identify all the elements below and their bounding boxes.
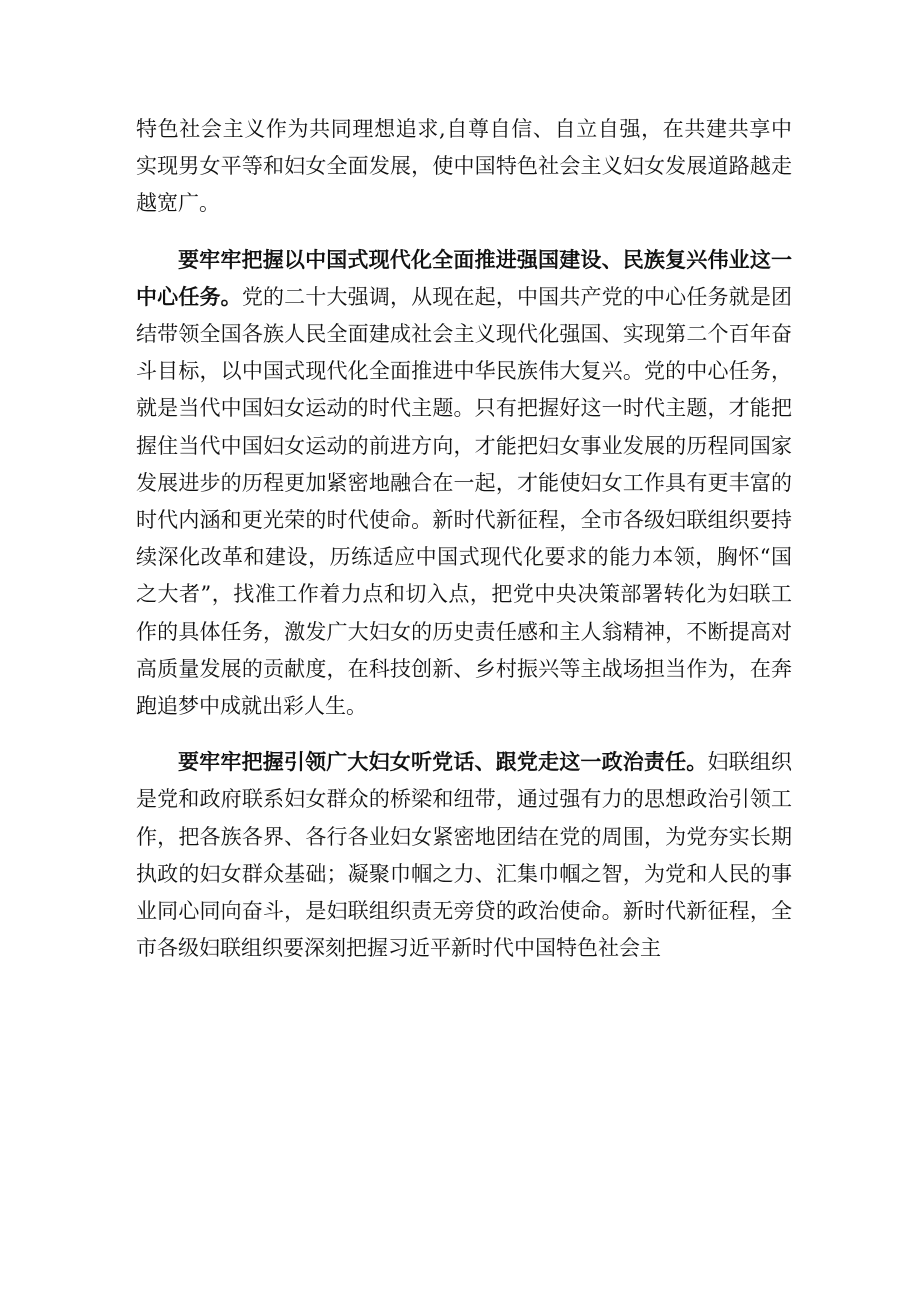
paragraph-3-lead: 要牢牢把握引领广大妇女听党话、跟党走这一政治责任。 bbox=[178, 750, 708, 775]
document-body bbox=[136, 111, 792, 986]
paragraph-1 bbox=[136, 111, 792, 223]
paragraph-2-text: 党的二十大强调，从现在起，中国共产党的中心任务就是团结带领全国各族人民全面建成社会主义现代化强国、实现第二个百年奋斗目标，以中国式现代化全面推进中华民族伟大复兴。党的中心任务，就是当代中国妇女运动的时代主题。只有把握好这一时代主题，才能把握住当代中国妇女运动的前进方向，才能把妇女事业发展的历程同国家发展进步的历程更加紧密地融合在一起，才能使妇女工作具有更丰富的时代内涵和更光荣的时代使命。新时代新征程，全市各级妇联组织要持续深化改革和建设，历练适应中国式现代化要求的能力本领，胸怀“国之大者”，找准工作着力点和切入点，把党中央决策部署转化为妇联工作的具体任务，激发广大妇女的历史责任感和主人翁精神，不断提高对高质量发展的贡献度，在科技创新、乡村振兴等主战场担当作为，在奔跑追梦中成就出彩人生。 bbox=[136, 284, 793, 719]
paragraph-3-text: 妇联组织是党和政府联系妇女群众的桥梁和纽带，通过强有力的思想政治引领工作，把各族各界、各行各业妇女紧密地团结在党的周围，为党夯实长期执政的妇女群众基础；凝聚巾帼之力、汇集巾帼之智，为党和人民的事业同心同向奋斗，是妇联组织责无旁贷的政治使命。新时代新征程，全市各级妇联组织要深刻把握习近平新时代中国特色社会主 bbox=[136, 750, 793, 961]
paragraph-2-lead: 要牢牢把握以中国式现代化全面推进强国建设、民族复兴伟业这一中心任务。 bbox=[136, 247, 792, 309]
paragraph-3 bbox=[136, 744, 792, 967]
paragraph-1-text: 特色社会主义作为共同理想追求,自尊自信、自立自强，在共建共享中实现男女平等和妇女全面发展，使中国特色社会主义妇女发展道路越走越宽广。 bbox=[136, 117, 792, 216]
paragraph-2 bbox=[136, 242, 792, 726]
